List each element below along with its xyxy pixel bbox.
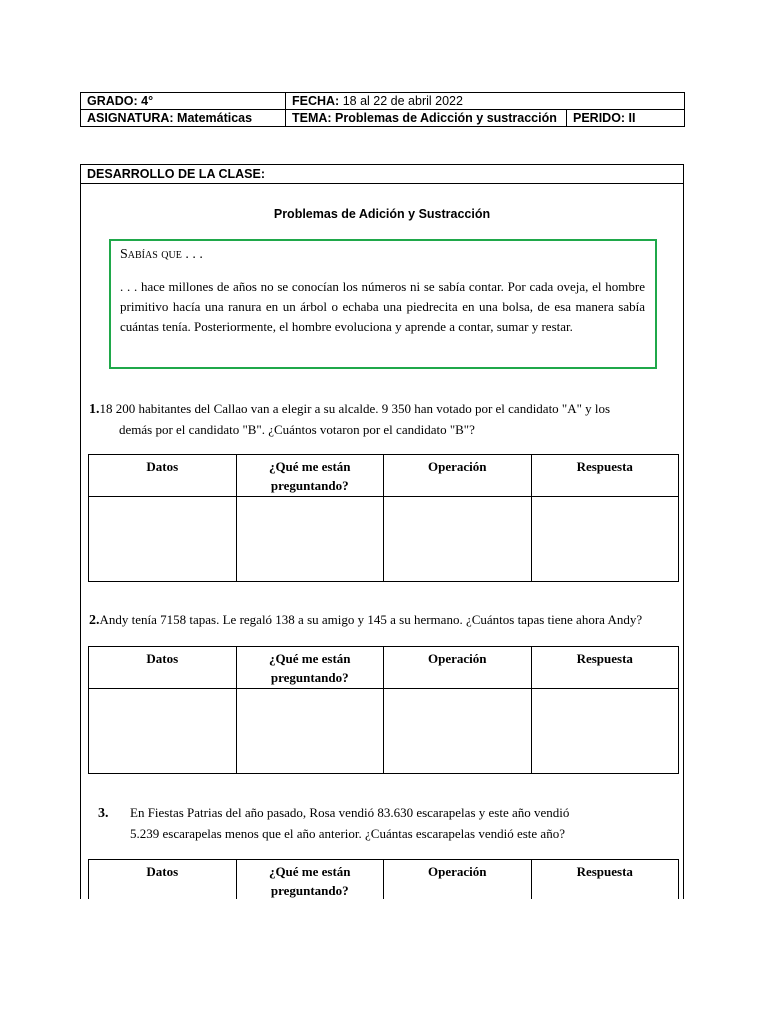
answer-cell-datos[interactable] (89, 497, 237, 582)
col-pregunta (236, 647, 384, 689)
asignatura-cell (81, 110, 286, 127)
answer-cell-operacion[interactable] (384, 689, 532, 774)
sabias-title: Sabías que . . . (120, 247, 203, 262)
answer-cell-respuesta[interactable] (531, 497, 679, 582)
col-pregunta-line2: preguntando? (270, 670, 349, 685)
col-pregunta-line2: preguntando? (270, 478, 349, 493)
desarrollo-heading: DESARROLLO DE LA CLASE: (81, 165, 683, 184)
header-table (80, 92, 685, 127)
problem-2-table (88, 646, 679, 774)
col-pregunta-line1: ¿Qué me están (268, 459, 351, 474)
problem-text-line2: 5.239 escarapelas menos que el año anterior. ¿Cuántas escarapelas vendió este año? (130, 826, 565, 841)
fecha-label: FECHA: (292, 94, 340, 108)
periodo-cell (567, 110, 685, 127)
col-operacion: Operación (384, 647, 532, 689)
col-datos: Datos (89, 647, 237, 689)
fecha-value: 18 al 22 de abril 2022 (342, 94, 463, 108)
answer-cell-respuesta[interactable] (531, 689, 679, 774)
col-pregunta-line1: ¿Qué me están (268, 651, 351, 666)
sabias-body: . . . hace millones de años no se conocían los números ni se sabía contar. Por cada oveja, el hombre primitivo hacía una ranura en un árbol o echaba una piedrecita en una bolsa, de esa manera sabía cuántas tenía. Posteriormente, el hombre evoluciona y aprende a contar, sumar y restar. (120, 279, 645, 334)
col-respuesta: Respuesta (531, 455, 679, 497)
problem-number: 2. (89, 613, 100, 628)
problem-3-table (88, 859, 679, 899)
problem-1 (89, 399, 677, 440)
col-operacion: Operación (384, 860, 532, 900)
col-pregunta-line2: preguntando? (270, 883, 349, 898)
col-respuesta: Respuesta (531, 647, 679, 689)
section-title: Problemas de Adición y Sustracción (273, 207, 491, 221)
periodo-label: PERIDO: II (573, 111, 636, 125)
problem-number: 3. (98, 806, 109, 821)
col-pregunta (236, 455, 384, 497)
tema-label: TEMA: Problemas de Adicción y sustracción (292, 111, 557, 125)
col-operacion: Operación (384, 455, 532, 497)
col-respuesta: Respuesta (531, 860, 679, 900)
fecha-cell (286, 93, 685, 110)
col-datos: Datos (89, 860, 237, 900)
answer-cell-datos[interactable] (89, 689, 237, 774)
col-pregunta (236, 860, 384, 900)
col-pregunta-line1: ¿Qué me están (268, 864, 351, 879)
desarrollo-section (80, 164, 684, 899)
problem-1-table (88, 454, 679, 582)
sabias-que-box (109, 239, 657, 369)
problem-3 (89, 803, 677, 844)
problem-text-line2: demás por el candidato "B". ¿Cuántos votaron por el candidato "B"? (119, 422, 475, 437)
tema-cell (286, 110, 567, 127)
answer-cell-operacion[interactable] (384, 497, 532, 582)
grado-cell (81, 93, 286, 110)
answer-cell-pregunta[interactable] (236, 497, 384, 582)
grado-label: GRADO: 4° (87, 94, 154, 108)
asignatura-label: ASIGNATURA: Matemáticas (87, 111, 253, 125)
problem-number: 1. (89, 402, 100, 417)
answer-cell-pregunta[interactable] (236, 689, 384, 774)
problem-text-line1: En Fiestas Patrias del año pasado, Rosa vendió 83.630 escarapelas y este año vendió (130, 805, 570, 820)
problem-text-line1: Andy tenía 7158 tapas. Le regaló 138 a su amigo y 145 a su hermano. ¿Cuántos tapas tiene ahora Andy? (99, 612, 643, 627)
problem-text-line1: 18 200 habitantes del Callao van a elegir a su alcalde. 9 350 han votado por el candidato "A" y los (99, 401, 611, 416)
problem-2 (89, 610, 677, 631)
col-datos: Datos (89, 455, 237, 497)
